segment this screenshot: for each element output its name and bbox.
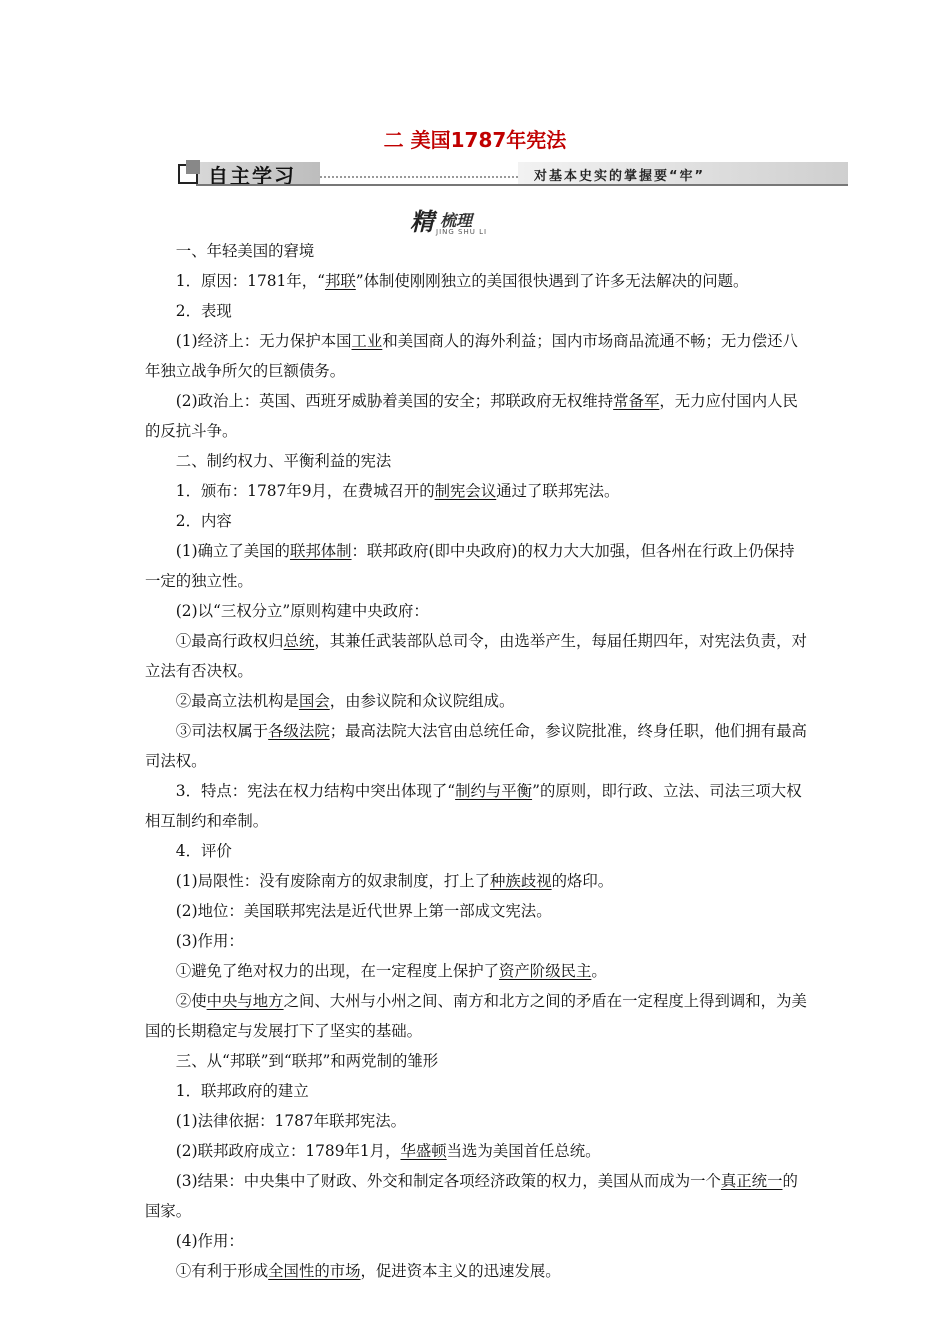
paragraph-text: ，由参议院和众议院组成。 [329,692,515,710]
underlined-key-term: 常备军 [613,392,660,410]
paragraph [145,686,807,716]
paragraph [145,1106,807,1136]
jing-shu-li-badge [410,202,540,234]
paragraph-text: ，无力应付国内人民的反抗斗争。 [145,392,798,440]
paragraph-text: 1．联邦政府的建立 [175,1082,309,1100]
paragraph-text: ”体制使刚刚独立的美国很快遇到了许多无法解决的问题。 [355,272,749,290]
paragraph [145,506,807,536]
paragraph-text: ②使 [175,992,207,1010]
underlined-key-term: 全国性的市场 [268,1262,361,1280]
paragraph [145,1136,807,1166]
paragraph-text: (1)经济上：无力保护本国 [175,332,352,350]
badge-big-char: 精 [410,207,434,236]
paragraph-text: 4．评价 [175,842,232,860]
paragraph [145,896,807,926]
paragraph-text: (3)结果：中央集中了财政、外交和制定各项经济政策的权力，美国从而成为一个 [175,1172,721,1190]
paragraph-text: 的国家。 [145,1172,798,1220]
paragraph-text: (3)作用： [175,932,244,950]
paragraph-text: (2)政治上：英国、西班牙威胁着美国的安全；邦联政府无权维持 [175,392,614,410]
paragraph [145,536,807,596]
paragraph-text: 当选为美国首任总统。 [446,1142,601,1160]
paragraph [145,236,807,266]
underlined-key-term: 华盛顿 [400,1142,447,1160]
paragraph-text: 通过了联邦宪法。 [496,482,620,500]
checkbox-icon [178,164,198,184]
paragraph [145,1256,807,1286]
paragraph-text: 三、从“邦联”到“联邦”和两党制的雏形 [175,1052,439,1070]
paragraph [145,836,807,866]
document-body [145,236,807,1286]
paragraph-text: ，促进资本主义的迅速发展。 [360,1262,561,1280]
paragraph-text: 2．表现 [175,302,232,320]
paragraph [145,1076,807,1106]
underlined-key-term: 资产阶级民主 [499,962,592,980]
paragraph-text: 2．内容 [175,512,232,530]
paragraph [145,956,807,986]
paragraph [145,386,807,446]
paragraph-text: 。 [591,962,607,980]
paragraph [145,926,807,956]
underlined-key-term: 中央与地方 [206,992,284,1010]
paragraph-text: 一、年轻美国的窘境 [175,242,315,260]
paragraph-text: (1)局限性：没有废除南方的奴隶制度，打上了 [175,872,491,890]
paragraph-text: ；最高法院大法官由总统任命，参议院批准，终身任职，他们拥有最高司法权。 [145,722,807,770]
paragraph [145,446,807,476]
badge-small-text: 梳理 [440,211,473,230]
paragraph-text: ②最高立法机构是 [175,692,299,710]
paragraph-text: ”的原则，即行政、立法、司法三项大权相互制约和牵制。 [145,782,802,830]
paragraph [145,476,807,506]
paragraph [145,716,807,776]
underlined-key-term: 种族歧视 [490,872,552,890]
paragraph [145,1226,807,1256]
paragraph [145,326,807,386]
paragraph-text: ：联邦政府(即中央政府)的权力大大加强，但各州在行政上仍保持一定的独立性。 [145,542,795,590]
paragraph [145,626,807,686]
underlined-key-term: 总统 [283,632,315,650]
paragraph-text: ③司法权属于 [175,722,269,740]
paragraph [145,596,807,626]
paragraph [145,266,807,296]
underlined-key-term: 国会 [298,692,330,710]
paragraph-text: 1．颁布：1787年9月，在费城召开的 [175,482,435,500]
paragraph-text: (1)确立了美国的 [175,542,290,560]
underlined-key-term: 工业 [351,332,383,350]
paragraph-text: 二、制约权力、平衡利益的宪法 [175,452,392,470]
paragraph-text: (4)作用： [175,1232,244,1250]
banner-rule [196,184,848,186]
paragraph [145,1166,807,1226]
paragraph-text: ①最高行政权归 [175,632,284,650]
underlined-key-term: 制约与平衡 [455,782,533,800]
underlined-key-term: 邦联 [324,272,356,290]
underlined-key-term: 联邦体制 [289,542,352,560]
paragraph-text: ，其兼任武装部队总司令，由选举产生，每届任期四年，对宪法负责，对立法有否决权。 [145,632,807,680]
paragraph [145,986,807,1046]
page-title: 二 美国1787年宪法 [383,128,567,152]
paragraph-text: ①有利于形成 [175,1262,269,1280]
paragraph-text: (2)以“三权分立”原则构建中央政府： [175,602,429,620]
paragraph [145,296,807,326]
paragraph-text: 之间、大州与小州之间、南方和北方之间的矛盾在一定程度上得到调和，为美国的长期稳定与发展打下了坚实的基础。 [145,992,807,1040]
badge-pinyin: JING SHU LI [436,228,488,236]
dotted-divider [320,176,518,178]
section-label: 自主学习 [208,164,296,188]
paragraph-text: 的烙印。 [551,872,614,890]
paragraph [145,776,807,836]
paragraph-text: (2)联邦政府成立：1789年1月， [175,1142,401,1160]
underlined-key-term: 制宪会议 [434,482,497,500]
paragraph-text: 和美国商人的海外利益；国内市场商品流通不畅；无力偿还八年独立战争所欠的巨额债务。 [145,332,798,380]
paragraph-text: (1)法律依据：1787年联邦宪法。 [175,1112,407,1130]
section-tagline: 对基本史实的掌握要“牢” [534,169,706,184]
paragraph-text: 1．原因：1781年，“ [175,272,325,290]
paragraph-text: ①避免了绝对权力的出现，在一定程度上保护了 [175,962,500,980]
underlined-key-term: 各级法院 [268,722,330,740]
paragraph [145,1046,807,1076]
paragraph-text: (2)地位：美国联邦宪法是近代世界上第一部成文宪法。 [175,902,552,920]
paragraph-text: 3．特点：宪法在权力结构中突出体现了“ [175,782,456,800]
section-banner [178,158,848,186]
paragraph [145,866,807,896]
underlined-key-term: 真正统一 [720,1172,783,1190]
